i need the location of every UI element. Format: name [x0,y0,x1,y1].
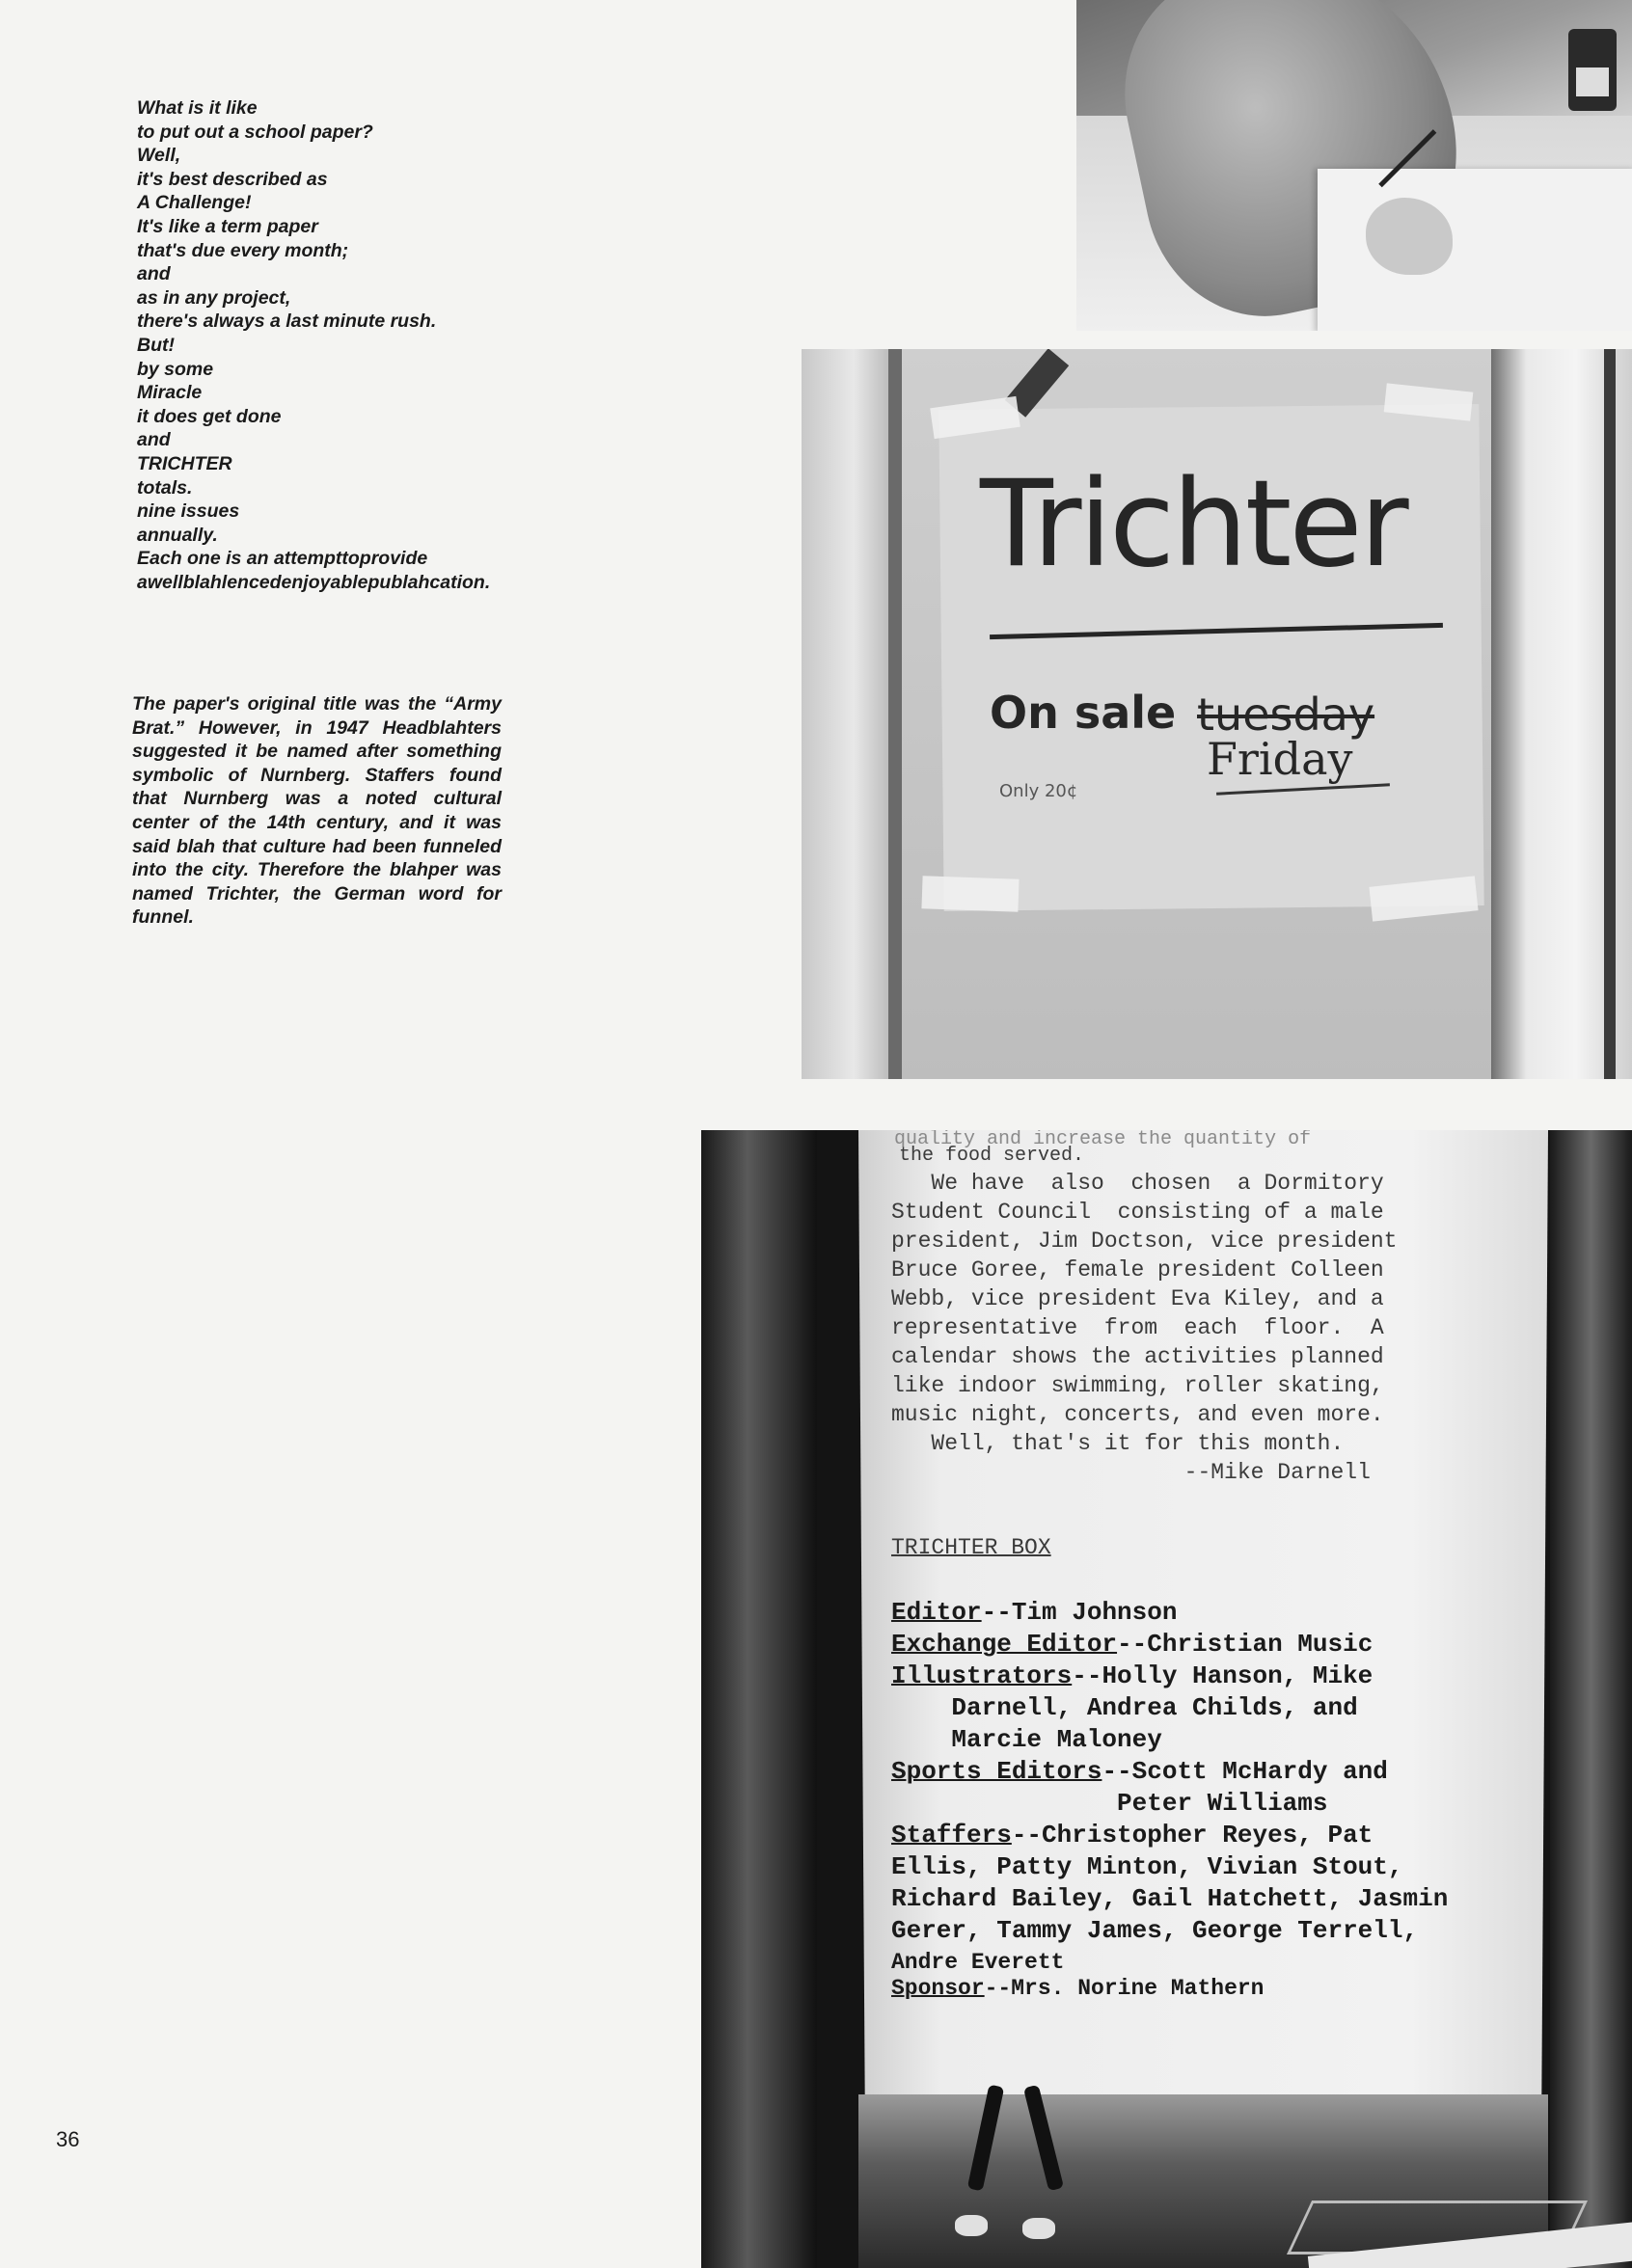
poem-line: It's like a term paper [137,215,318,237]
credit-staffers-cont: Andre Everett [891,1950,1065,1975]
typewriter-key [955,2215,988,2236]
typed-line: Well, that's it for this month. [891,1431,1345,1456]
poem-line: TRICHTER [137,452,232,474]
history-paragraph: The paper's original title was the “Army Brat.” However, in 1947 Headblahters suggested it be named after something symbolic of Nurnberg. Staffers found that Nurnberg was a noted cultural center of the 14th century, and it was said blah that culture had been funneled into the city. Therefore the blahper was named Trichter, the German word for funnel. [132,693,502,929]
poem-line: it does get done [137,405,282,427]
poem-line: there's always a last minute rush. [137,310,437,333]
poem-line: by some [137,358,214,380]
photo-drawing-sheet [1318,169,1632,331]
typed-line: Webb, vice president Eva Kiley, and a [891,1286,1384,1311]
page-number: 36 [56,2127,80,2151]
credit-role: Sports Editors [891,1757,1102,1786]
door-frame-edge [888,349,902,1079]
credit-role: Illustrators [891,1661,1073,1690]
photo-typewriter [701,1130,1632,2268]
credit-names: --Christian Music [1117,1630,1374,1659]
credit-sports-cont: Peter Williams [891,1789,1328,1818]
credit-names: --Christopher Reyes, Pat [1011,1821,1374,1850]
photo-ink-jar [1568,29,1617,111]
credit-editor [891,1597,1177,1629]
poem-line: annually. [137,524,218,546]
typed-line: music night, concerts, and even more. [891,1402,1384,1427]
typed-partial-line: quality and increase the quantity of [894,1130,1312,1150]
credit-staffers-cont: Ellis, Patty Minton, Vivian Stout, [891,1852,1403,1881]
credit-exchange-editor [891,1629,1373,1660]
credit-illustrators-cont: Marcie Maloney [891,1725,1162,1754]
poem-line: A Challenge! [137,192,252,214]
credit-role: Editor [891,1598,982,1627]
credit-sports-editors [891,1756,1388,1788]
typewriter-roller-right [1550,1130,1632,2268]
poem-line: it's best described as [137,168,328,190]
poem-line: But! [137,334,175,356]
credit-illustrators-cont: Darnell, Andrea Childs, and [891,1693,1358,1722]
sign-price: Only 20¢ [999,781,1078,801]
typed-line: Student Council consisting of a male [891,1200,1384,1225]
typed-box-title: TRICHTER BOX [891,1535,1051,1560]
poem-line: Each one is an attempttoprovide [137,548,428,570]
typewriter-roller-left [701,1130,817,2268]
typed-line: president, Jim Doctson, vice president [891,1228,1398,1254]
poem-line: nine issues [137,500,240,523]
photo-drawing-hand [1076,0,1632,331]
poem-line: Well, [137,145,181,167]
credit-staffers-cont: Gerer, Tammy James, George Terrell, [891,1916,1419,1945]
intro-poem [137,96,561,594]
typed-line: calendar shows the activities planned [891,1344,1384,1369]
typed-line: the food served. [899,1145,1085,1167]
typed-line: Bruce Goree, female president Colleen [891,1257,1384,1282]
typed-line: We have also chosen a Dormitory [891,1171,1384,1196]
tape-bottom-left [921,876,1019,911]
typed-line: like indoor swimming, roller skating, [891,1373,1384,1398]
credit-role: Sponsor [891,1976,985,2001]
typed-line: representative from each floor. A [891,1315,1384,1340]
sign-new-day: Friday [1207,733,1353,785]
poem-line: as in any project, [137,286,291,309]
poem-line: What is it like [137,97,258,119]
poem-line: and [137,429,171,451]
door-rail [1604,349,1616,1079]
credit-names: --Tim Johnson [981,1598,1178,1627]
credit-illustrators [891,1660,1373,1692]
poem-line: that's due every month; [137,239,349,261]
photo-trichter-sign [802,349,1632,1079]
sign-on-sale: On sale [990,687,1177,739]
poem-line: and [137,263,171,285]
credit-staffers-cont: Richard Bailey, Gail Hatchett, Jasmin [891,1884,1449,1913]
door-frame-left [802,349,888,1079]
sign-crossed-day: tuesday [1197,688,1375,741]
sign-title: Trichter [980,455,1406,594]
poem-line: Miracle [137,382,203,404]
typewriter-key [1022,2218,1055,2239]
poem-line: to put out a school paper? [137,121,373,143]
credit-role: Exchange Editor [891,1630,1118,1659]
credit-names: --Scott McHardy and [1102,1757,1388,1786]
credit-role: Staffers [891,1821,1012,1850]
credit-names: --Holly Hanson, Mike [1072,1661,1374,1690]
credit-sponsor [891,1973,1264,2005]
poem-line: awellblahlencedenjoyablepublahcation. [137,571,491,593]
credit-staffers [891,1820,1373,1851]
credit-names: --Mrs. Norine Mathern [984,1976,1265,2001]
poem-line: totals. [137,476,193,499]
typed-signature: --Mike Darnell [891,1460,1371,1485]
